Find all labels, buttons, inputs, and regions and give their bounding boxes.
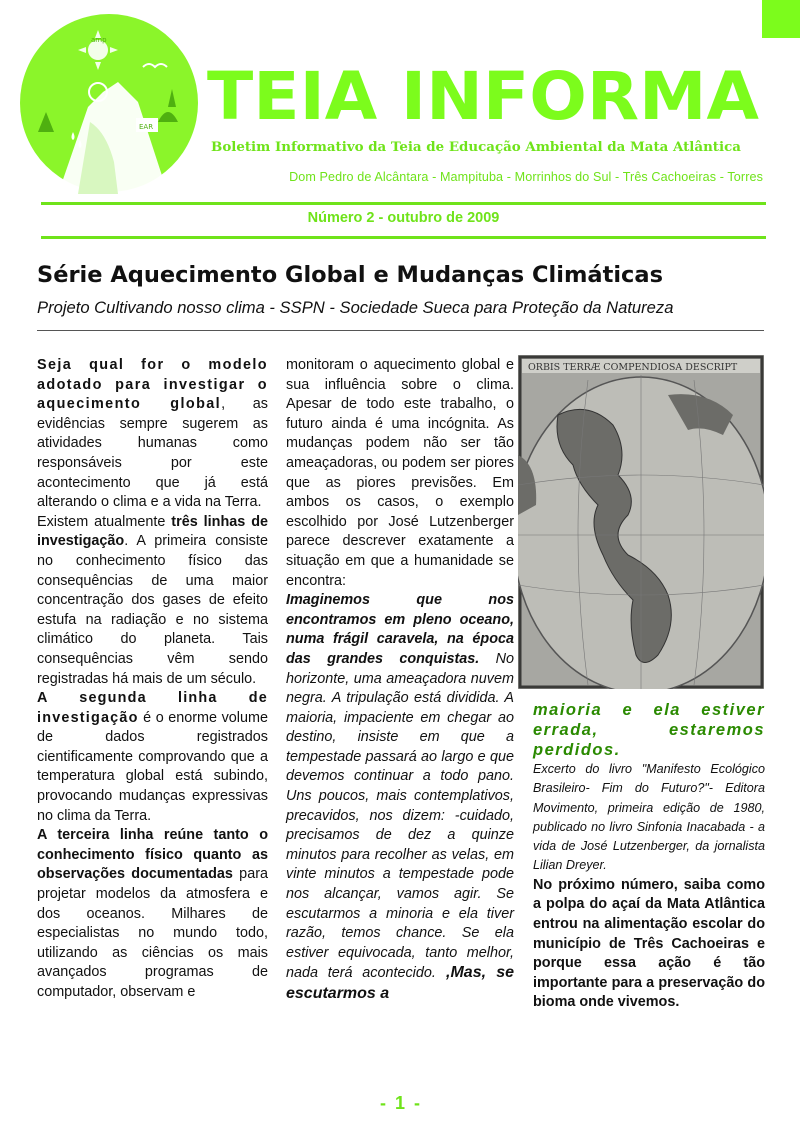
bold-text: A segunda linha de investigação xyxy=(37,690,268,726)
quote-end: ,Mas, se escutarmos a xyxy=(286,964,514,1002)
issue-divider xyxy=(41,236,766,239)
map-caption: ORBIS TERRÆ COMPENDIOSA DESCRIPT xyxy=(528,362,738,373)
logo-label: amp xyxy=(91,36,107,44)
corner-tab xyxy=(762,0,800,38)
masthead-title: TEIA INFORMA xyxy=(207,58,759,135)
newsletter-subtitle: Boletim Informativo da Teia de Educação Ambiental da Mata Atlântica xyxy=(211,139,741,155)
column-3 xyxy=(533,700,765,1013)
quote xyxy=(286,591,514,1004)
article-subtitle: Projeto Cultivando nosso clima - SSPN - Sociedade Sueca para Proteção da Natureza xyxy=(37,298,674,317)
quote-bold: Imaginemos que nos encontramos em pleno oceano, numa frágil caravela, na época das grandes conquistas. xyxy=(286,592,514,667)
paragraph xyxy=(37,689,268,826)
text: . A primeira consiste no conhecimento físico das consequências de uma maior concentração dos gases de efeito estufa na radiação e no sistema climático do planeta. Tais consequências vêm sendo registradas há mais de um século. xyxy=(37,533,268,687)
bold-text: A terceira linha reúne tanto o conhecimento físico quanto as observações documentadas xyxy=(37,827,268,883)
issue-number: Número 2 - outubro de 2009 xyxy=(307,210,500,226)
text: para projetar modelos da atmosfera e dos oceanos. Milhares de especialistas no mundo todo, utilizando as ciências os mais avançados programas de computador, observam e xyxy=(37,866,268,1000)
teia-logo xyxy=(18,12,200,194)
title-divider xyxy=(37,330,764,331)
logo-board-label: EAR xyxy=(139,123,154,131)
quote-continuation: maioria e ela estiver errada, estaremos perdidos. xyxy=(533,701,765,759)
paragraph xyxy=(37,356,268,513)
top-divider xyxy=(41,202,766,205)
column-2 xyxy=(286,356,514,1005)
quote-text: No horizonte, uma ameaçadora nuvem negra. A tripulação está dividida. A maioria, impaciente em chegar ao destino, insiste em que a tempestade passará ao largo e que devemos continuar a todo pano. Uns poucos, mais contemplativos, precavidos, nos dizem: -cuidado, precisamos de dez a quinze minutos para recolher as velas, em vinte minutos a tempestade pode nos alcançar, vamos agir. Se escutarmos a minoria e ela tiver razão, temos chance. Se ela estiver equivocada, tanto melhor, nada terá acontecido. xyxy=(286,650,514,982)
masthead xyxy=(205,55,765,135)
cities-line: Dom Pedro de Alcântara - Mampituba - Morrinhos do Sul - Três Cachoeiras - Torres xyxy=(289,170,763,184)
world-map-image xyxy=(518,355,764,689)
text: Existem atualmente xyxy=(37,513,172,530)
page-number: - 1 - xyxy=(380,1093,423,1113)
next-issue-teaser: No próximo número, saiba como a polpa do açaí da Mata Atlântica entrou na alimentação escolar do município de Três Cachoeiras e porque essa ação é tão importante para a preservação do bioma onde vivemos. xyxy=(533,876,765,1011)
paragraph xyxy=(37,826,268,1002)
text: é o enorme volume de dados registrados cientificamente comprovando que a temperatura global está subindo, provocando mudanças expressivas no clima da Terra. xyxy=(37,709,268,824)
column-1 xyxy=(37,356,268,1003)
bold-text: três linhas de investigação xyxy=(37,513,268,550)
paragraph xyxy=(37,513,268,689)
lead-bold: Seja qual for o modelo adotado para investigar o aquecimento global xyxy=(37,357,268,413)
lead-text: , as evidências sempre sugerem as atividades humanas como responsáveis por este acontecimento que já está alterando o clima e a vida na Terra. xyxy=(37,396,268,511)
paragraph: monitoram o aquecimento global e sua influência sobre o clima. Apesar de todo este trabalho, o futuro ainda é uma incógnita. As mudanças podem não ser tão ameaçadoras, ou podem ser piores que as piores previsões. Em ambos os casos, o exemplo escolhido por José Lutzenberger parece descrever exatamente a situação em que a humanidade se encontra: xyxy=(286,357,514,589)
article-title: Série Aquecimento Global e Mudanças Climáticas xyxy=(37,262,663,288)
book-citation: Excerto do livro "Manifesto Ecológico Brasileiro- Fim do Futuro?"- Editora Movimento, primeira edição de 1980, publicado no livro Sinfonia Inacabada - a vida de José Lutzenberger, da jornalista Lilian Dreyer. xyxy=(533,762,765,873)
